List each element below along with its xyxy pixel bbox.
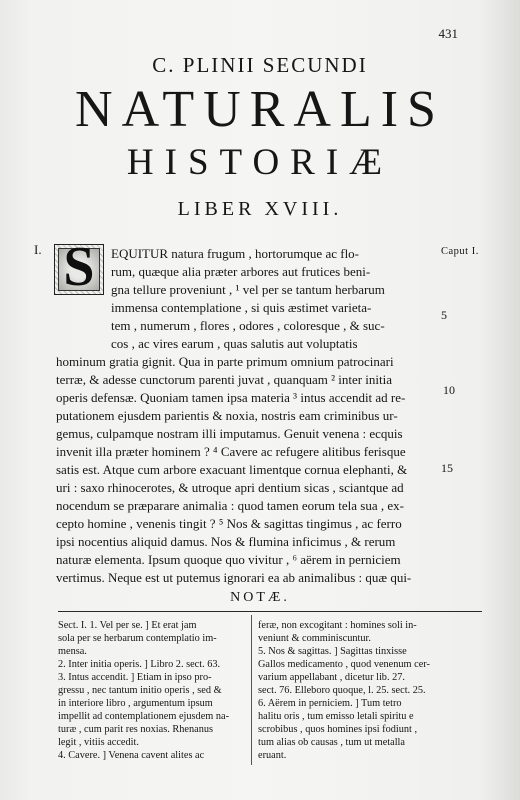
note-line: in interiore libro , argumentum ipsum <box>58 698 213 709</box>
text-line: gemus, culpamque nostram illi imputamus. Genuit venena : ecquis <box>56 426 403 441</box>
text-line: EQUITUR natura frugum , hortorumque ac flo- <box>111 246 360 261</box>
note-line: sola per se herbarum contemplatio im- <box>58 633 217 644</box>
note-line: gressu , nec tantum initio operis , sed & <box>58 685 222 696</box>
note-line: 6. Aërem in perniciem. ] Tum tetro <box>258 698 402 709</box>
notes-column-divider <box>251 615 252 765</box>
section-marker: I. <box>34 242 42 257</box>
text-line: satis est. Atque cum arbore exacuant limentque cornua elephanti, & <box>56 462 408 477</box>
note-line: halitu oris , tum emisso letali spiritu e <box>258 711 414 722</box>
text-line: gna tellure proveniunt , ¹ vel per se tantum herbarum <box>111 282 385 297</box>
note-line: 5. Nos & sagittas. ] Sagittas tinxisse <box>258 646 407 657</box>
text-line: invenit illa præter hominem ? ⁴ Cavere ac refugere alitibus ferisque <box>56 444 406 459</box>
text-line: cepto homine , venenis tingit ? ⁵ Nos & sagittas tingimus , ac ferro <box>56 516 402 531</box>
note-line: feræ, non excogitant : homines soli in- <box>258 620 417 631</box>
note-line: impellit ad contemplationem ejusdem na- <box>58 711 229 722</box>
note-line: Gallos medicamento , quod venenum cer- <box>258 659 430 670</box>
note-line: 3. Intus accendit. ] Etiam in ipso pro- <box>58 672 212 683</box>
page-number: 431 <box>438 26 458 41</box>
text-line: ipsi nocentius aliquid damus. Nos & flumina inficimus , & rerum <box>56 534 396 549</box>
note-line: Sect. I. 1. Vel per se. ] Et erat jam <box>58 620 197 631</box>
note-line: sect. 76. Elleboro quoque, l. 25. sect. 25. <box>258 685 426 696</box>
margin-number: 10 <box>443 383 455 397</box>
text-line: cos , ac vires earum , quas salutis aut voluptatis <box>111 336 358 351</box>
chapter-label: Caput I. <box>441 246 479 257</box>
title-heading-2: HISTORIÆ <box>126 142 394 183</box>
note-line: 2. Inter initia operis. ] Libro 2. sect. 63. <box>58 659 221 670</box>
text-line: vertimus. Neque est ut putemus ignorari ea ab animalibus : quæ qui- <box>56 570 412 585</box>
note-line: 4. Cavere. ] Venena cavent alites ac <box>58 750 205 761</box>
margin-number: 5 <box>441 308 447 322</box>
notes-heading: NOTÆ. <box>230 590 290 605</box>
note-line: mensa. <box>58 646 87 657</box>
text-line: terræ, & adesse cunctorum parenti juvat , quanquam ² inter initia <box>56 372 393 387</box>
note-line: scrobibus , quos homines ipsi fodiunt , <box>258 724 418 735</box>
title-heading: NATURALIS <box>75 81 445 138</box>
note-line: varium appellabant , dicetur lib. 27. <box>258 672 405 683</box>
text-line: tem , numerum , flores , odores , coloresque , & suc- <box>111 318 385 333</box>
text-line: uri : saxo rhinocerotes, & utroque apri dentium sicas , sciantque ad <box>56 480 404 495</box>
text-line: immensa contemplatione , si quis æstimet varieta- <box>111 300 372 315</box>
text-line: putationem ejusdem parientis & noxia, nostris eam criminibus ur- <box>56 408 398 423</box>
note-line: turæ , cum parit res noxias. Rhenanus <box>58 724 213 735</box>
text-line: naturæ elementa. Ipsum quoque quo vivitur , ⁶ aërem in perniciem <box>56 552 401 567</box>
note-line: eruant. <box>258 750 287 761</box>
note-line: legit , vitiis accedit. <box>58 737 139 748</box>
note-line: veniunt & comminiscuntur. <box>258 633 371 644</box>
book-heading: LIBER XVIII. <box>177 198 343 220</box>
text-line: nocendum se præparare animalia : quod tamen eorum tela sua , ex- <box>56 498 404 513</box>
margin-number: 15 <box>441 461 453 475</box>
author-heading: C. PLINII SECUNDI <box>152 53 368 77</box>
text-line: rum, quæque alia præter arbores aut frutices beni- <box>111 264 371 279</box>
text-line: operis defensæ. Quoniam tamen ipsa materia ³ intus accendit ad re- <box>56 390 406 405</box>
text-line: hominum gratia gignit. Qua in parte primum omnium patrocinari <box>56 354 394 369</box>
initial-letter: S <box>63 236 95 298</box>
notes-divider <box>58 611 482 612</box>
note-line: tum alias ob causas , tum ut metalla <box>258 737 405 748</box>
